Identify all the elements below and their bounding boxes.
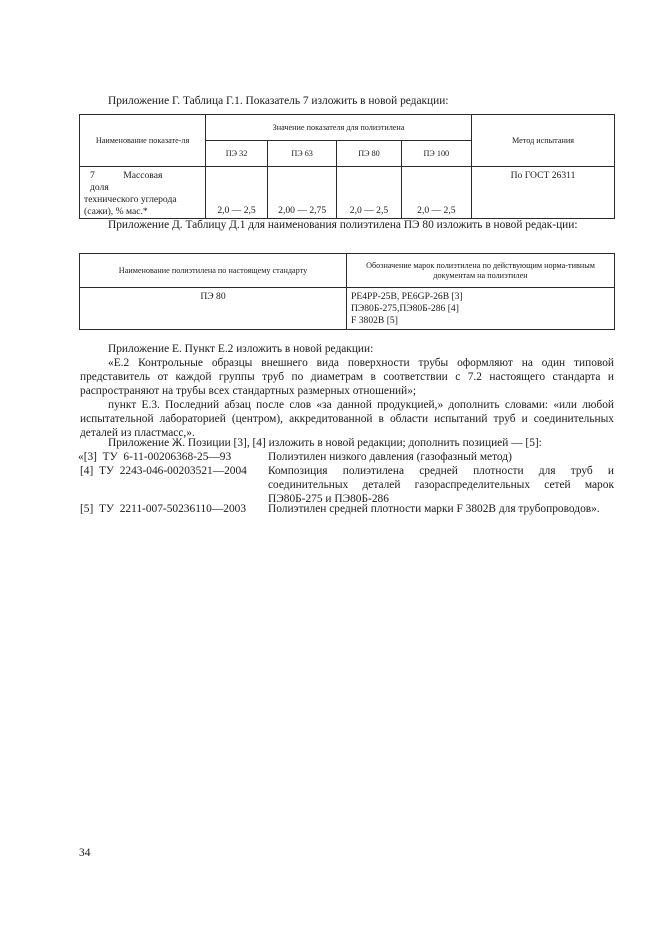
table-g1-value-pe63: 2,00 — 2,75	[267, 167, 336, 219]
para-e2: «Е.2 Контрольные образцы внешнего вида поверхности трубы оформляют на один типовой представитель от каждой группы труб по диаметрам в соответствии с 7.2 настоящего стандарта и распространяют на трубы всех стандартных размерных отношений»;	[80, 357, 614, 397]
table-g1-col-pe80: ПЭ 80	[337, 141, 401, 167]
table-g1-col-pe32: ПЭ 32	[206, 141, 268, 167]
table-g1-header-name: Наименование показате-ля	[80, 115, 206, 167]
para-appendix-g: Приложение Г. Таблица Г.1. Показатель 7 изложить в новой редакции:	[108, 95, 449, 107]
reference-desc: Полиэтилен средней плотности марки F 3802B для трубопроводов».	[268, 503, 600, 515]
table-g1-col-pe63: ПЭ 63	[267, 141, 336, 167]
reference-desc: Полиэтилен низкого давления (газофазный метод)	[268, 451, 512, 463]
table-g1-value-pe80: 2,0 — 2,5	[337, 167, 401, 219]
table-g1-value-pe32: 2,0 — 2,5	[206, 167, 268, 219]
table-d1-header-name: Наименование полиэтилена по настоящему стандарту	[80, 254, 347, 288]
reference-code: [5] ТУ 2211-007-50236110—2003	[80, 503, 247, 515]
mark-line: F 3802B [5]	[351, 315, 398, 326]
table-g1-header-method: Метод испытания	[471, 115, 614, 167]
table-g1-value-pe100: 2,0 — 2,5	[401, 167, 471, 219]
table-g1-col-pe100: ПЭ 100	[401, 141, 471, 167]
para-e3: пункт Е.3. Последний абзац после слов «за данной продукцией,» дополнить словами: «или любой испытательной лабораторией (центром), аккредитованной в области испытаний труб и соединительных деталей из пластмасс,».	[80, 399, 614, 439]
mark-line: ПЭ80Б-275,ПЭ80Б-286 [4]	[351, 303, 459, 314]
table-g1-header-values: Значение показателя для полиэтилена	[206, 115, 472, 141]
table-g1-method: По ГОСТ 26311	[471, 167, 614, 219]
reference-desc: Композиция полиэтилена средней плотности для труб и соединительных деталей газораспределительных сетей марок ПЭ80Б-275 и ПЭ80Б-286	[268, 465, 614, 505]
mark-line: PE4PP-25B, PE6GP-26B [3]	[351, 291, 463, 302]
table-d1	[79, 253, 615, 330]
table-g1-row-name: 7 Массовая доля технического углерода (сажи), % мас.*	[80, 167, 206, 219]
para-appendix-zh: Приложение Ж. Позиции [3], [4] изложить в новой редакции; дополнить позицией — [5]:	[108, 437, 542, 449]
para-appendix-e: Приложение Е. Пункт Е.2 изложить в новой редакции:	[108, 343, 374, 355]
table-d1-row-name: ПЭ 80	[80, 288, 347, 330]
reference-code: «[3] ТУ 6-11-00206368-25—93	[78, 451, 232, 463]
reference-code: [4] ТУ 2243-046-00203521—2004	[80, 465, 247, 477]
para-appendix-d: Приложение Д. Таблицу Д.1 для наименования полиэтилена ПЭ 80 изложить в новой редак-ции:	[108, 219, 578, 231]
page-number: 34	[79, 847, 91, 859]
table-d1-header-marks: Обозначение марок полиэтилена по действующим норма-тивным документам на полиэтилен	[347, 254, 615, 288]
table-g1	[79, 114, 615, 219]
table-d1-marks	[347, 288, 615, 330]
reference-4	[78, 464, 618, 506]
